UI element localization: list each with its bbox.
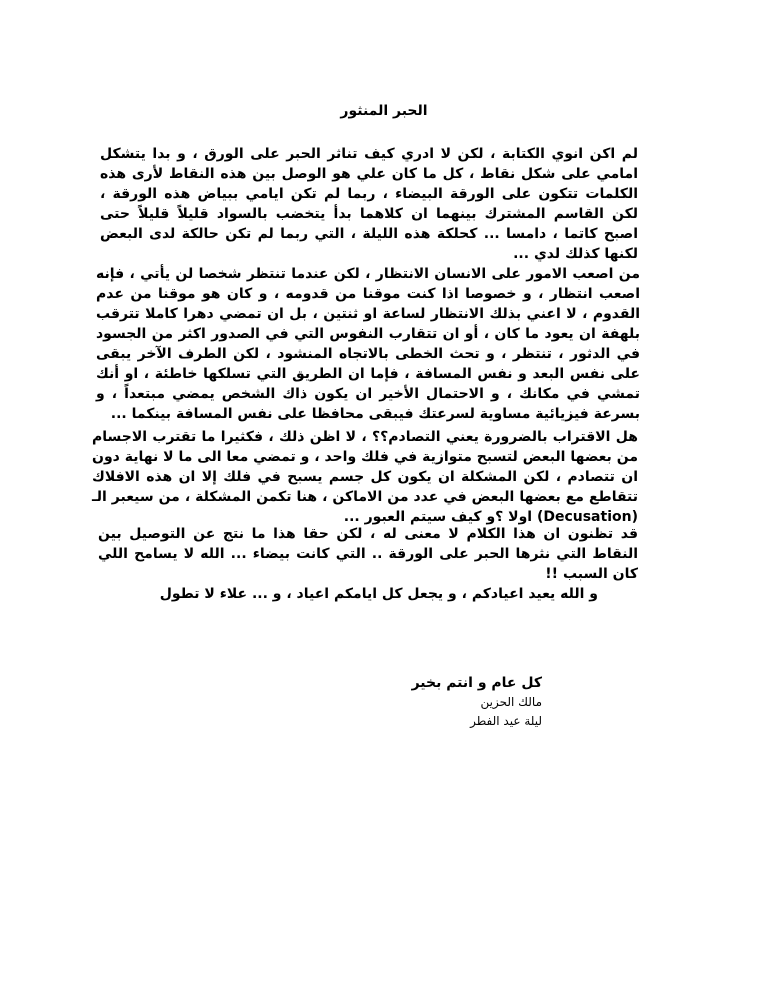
paragraph-4: قد تظنون ان هذا الكلام لا معنى له ، لكن حقا هذا ما نتج عن التوصيل بين النقاط التي نثرها الحبر على الورقة .. التي كانت بيضاء ... الله لا يسامح اللي كان السبب !! — [98, 526, 638, 582]
signature-date: ليلة عيد الفطر — [470, 714, 542, 728]
paragraph-3: هل الاقتراب بالضرورة يعني التصادم؟؟ ، لا اظن ذلك ، فكثيرا ما تقترب الاجسام من بعضها البعض لتسبح متوازية في فلك واحد ، و تمضي معا الى ما لا نهاية دون ان تتصادم ، لكن المشكلة ان يكون كل جسم يسبح في فلك إلا ان هذه الافلاك تتقاطع مع بعضها البعض في عدد من الاماكن ، هنا تكمن المشكلة ، من سيعبر الـ (Decusation) اولا ؟و كيف سيتم العبور ... — [92, 429, 638, 525]
signature-name: مالك الحزين — [480, 695, 542, 709]
document-title: الحبر المنثور — [340, 103, 428, 119]
closing-line: و الله يعيد اعيادكم ، و يجعل كل ايامكم اعياد ، و ... علاء لا تطول — [159, 586, 598, 602]
paragraph-1: لم اكن انوي الكتابة ، لكن لا ادري كيف تناثر الحبر على الورق ، و بدا يتشكل امامي على شكل نقاط ، كل ما كان علي هو الوصل بين هذه النقاط لأرى هذه الكلمات تتكون على الورقة البيضاء ، ربما لم تكن ايامي ببياض هذه الورقة ، لكن القاسم المشترك بينهما ان كلاهما بدأ يتخضب بالسواد قليلاً قليلاً حتى اصبح كاتما ، دامسا ... كحلكة هذه الليلة ، التي ربما لم تكن حالكة لدى البعض لكنها كذلك لدي ... — [100, 146, 638, 262]
greeting-line: كل عام و انتم بخير — [411, 675, 542, 691]
paragraph-2: من اصعب الامور على الانسان الانتظار ، لكن عندما تنتظر شخصا لن يأتي ، فإنه اصعب انتظار ، و خصوصا اذا كنت موقنا من قدومه ، و كان هو موقنا من عدم القدوم ، لا اعني بذلك الانتظار لساعة او ثنتين ، بل ان تمضي دهرا كاملا تترقب بلهفة ان يعود ما كان ، أو ان تتقارب النفوس التي في الصدور اكثر من الجسود في الدثور ، تنتظر ، و تحث الخطى بالاتجاه المنشود ، لكن الطرف الآخر يبقى على نفس البعد و نفس المسافة ، فإما ان الطريق التي تسلكها خاطئة ، او أنك تمشي في مكانك ، و الاحتمال الأخير ان يكون ذاك الشخص يمضي مبتعداً ، و بسرعة فيزيائية مساوية لسرعتك فيبقى محافظا على نفس المسافة بينكما ... — [96, 266, 640, 422]
